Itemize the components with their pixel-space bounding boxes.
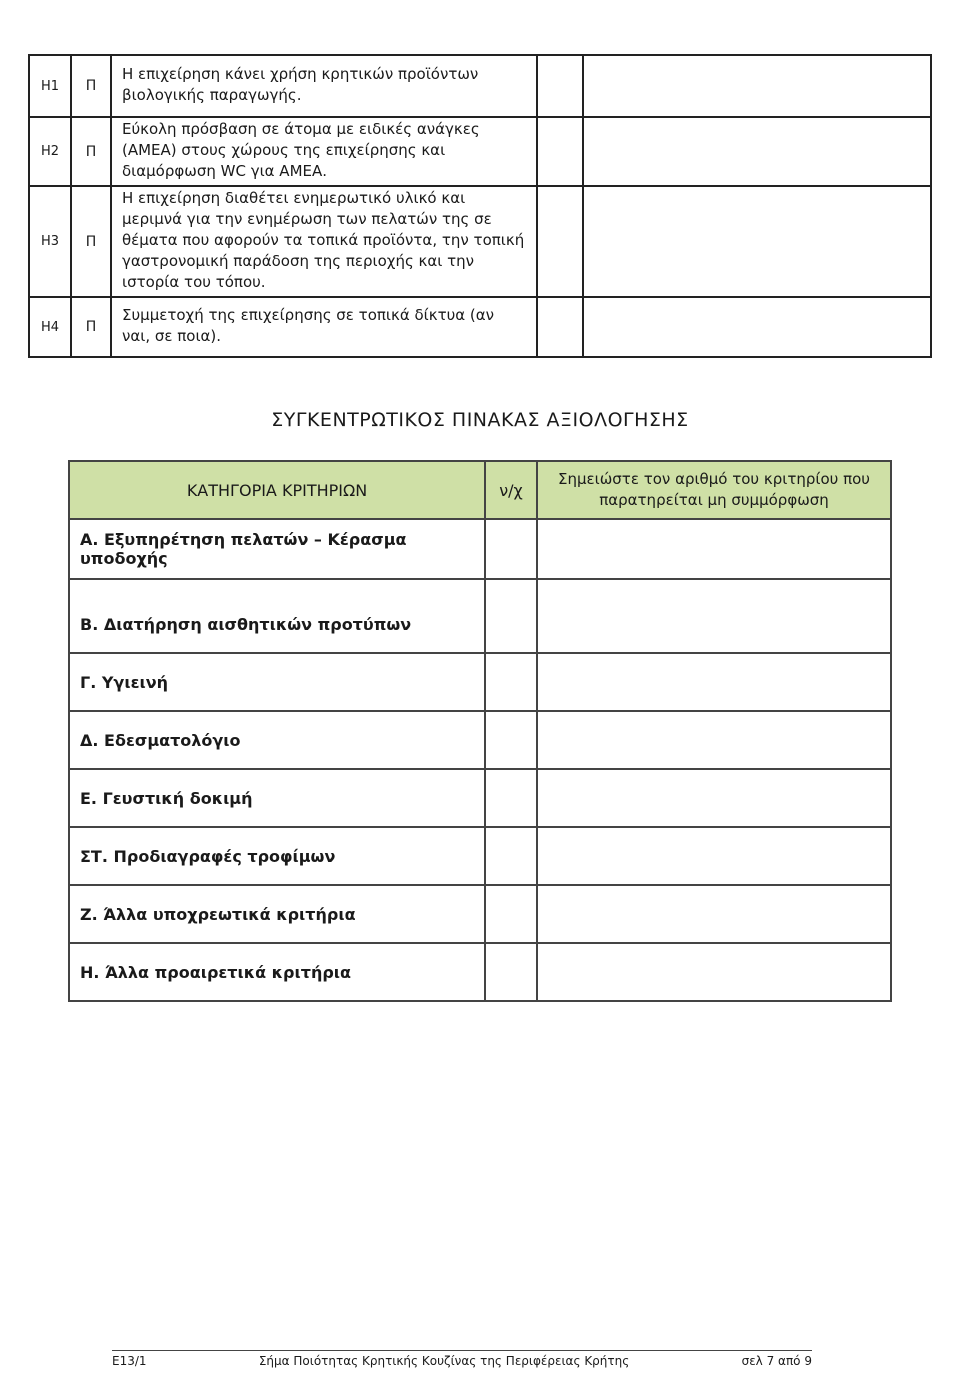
criterion-code: Η3 (29, 186, 71, 297)
yes-no-cell[interactable] (485, 519, 537, 579)
summary-row (69, 653, 891, 711)
category-label: Ε. Γευστική δοκιμή (69, 769, 485, 827)
note-cell[interactable] (537, 711, 891, 769)
note-cell[interactable] (537, 653, 891, 711)
yes-no-cell[interactable] (485, 579, 537, 653)
summary-row (69, 711, 891, 769)
summary-row (69, 885, 891, 943)
category-label: Ζ. Άλλα υποχρεωτικά κριτήρια (69, 885, 485, 943)
criteria-row (29, 186, 931, 297)
criterion-text: Συμμετοχή της επιχείρησης σε τοπικά δίκτυα (αν ναι, σε ποια). (111, 297, 537, 357)
category-label: Β. Διατήρηση αισθητικών προτύπων (69, 579, 485, 653)
category-label: ΣΤ. Προδιαγραφές τροφίμων (69, 827, 485, 885)
criterion-text: Εύκολη πρόσβαση σε άτομα με ειδικές ανάγκες (ΑΜΕΑ) στους χώρους της επιχείρησης και διαμόρφωση WC για ΑΜΕΑ. (111, 117, 537, 186)
footer-title: Σήμα Ποιότητας Κρητικής Κουζίνας της Περιφέρειας Κρήτης (258, 1354, 630, 1368)
criteria-row (29, 117, 931, 186)
yes-no-cell[interactable] (537, 55, 583, 117)
summary-row (69, 827, 891, 885)
yes-no-cell[interactable] (537, 297, 583, 357)
yes-no-cell[interactable] (485, 653, 537, 711)
criterion-code: Η1 (29, 55, 71, 117)
form-code: Ε13/1 (112, 1354, 147, 1368)
note-cell[interactable] (537, 943, 891, 1001)
yes-no-cell[interactable] (485, 943, 537, 1001)
summary-row (69, 579, 891, 653)
note-cell[interactable] (537, 827, 891, 885)
category-label: Η. Άλλα προαιρετικά κριτήρια (69, 943, 485, 1001)
notes-cell[interactable] (583, 117, 931, 186)
yes-no-cell[interactable] (537, 186, 583, 297)
yes-no-header: ν/χ (485, 461, 537, 519)
category-header: ΚΑΤΗΓΟΡΙΑ ΚΡΙΤΗΡΙΩΝ (69, 461, 485, 519)
notes-cell[interactable] (583, 55, 931, 117)
note-cell[interactable] (537, 579, 891, 653)
criteria-row (29, 55, 931, 117)
criterion-type: Π (71, 117, 111, 186)
criterion-type: Π (71, 186, 111, 297)
summary-title: ΣΥΓΚΕΝΤΡΩΤΙΚΟΣ ΠΙΝΑΚΑΣ ΑΞΙΟΛΟΓΗΣΗΣ (271, 409, 689, 431)
criteria-row (29, 297, 931, 357)
summary-row (69, 943, 891, 1001)
summary-table (68, 460, 892, 1002)
yes-no-cell[interactable] (485, 769, 537, 827)
yes-no-cell[interactable] (485, 827, 537, 885)
criterion-code: Η4 (29, 297, 71, 357)
category-label: Γ. Υγιεινή (69, 653, 485, 711)
criterion-type: Π (71, 55, 111, 117)
note-header: Σημειώστε τον αριθμό του κριτηρίου που παρατηρείται μη συμμόρφωση (537, 461, 891, 519)
note-cell[interactable] (537, 769, 891, 827)
category-label: Δ. Εδεσματολόγιο (69, 711, 485, 769)
summary-row (69, 519, 891, 579)
yes-no-cell[interactable] (485, 885, 537, 943)
criterion-code: Η2 (29, 117, 71, 186)
category-label: Α. Εξυπηρέτηση πελατών – Κέρασμα υποδοχής (69, 519, 485, 579)
criterion-text: Η επιχείρηση κάνει χρήση κρητικών προϊόντων βιολογικής παραγωγής. (111, 55, 537, 117)
criterion-type: Π (71, 297, 111, 357)
summary-header-row (69, 461, 891, 519)
yes-no-cell[interactable] (537, 117, 583, 186)
page-footer (112, 1354, 812, 1368)
note-cell[interactable] (537, 885, 891, 943)
footer-divider (112, 1350, 812, 1351)
yes-no-cell[interactable] (485, 711, 537, 769)
criteria-table (28, 54, 932, 358)
notes-cell[interactable] (583, 297, 931, 357)
criterion-text: Η επιχείρηση διαθέτει ενημερωτικό υλικό και μεριμνά για την ενημέρωση των πελατών της σε θέματα που αφορούν τα τοπικά προϊόντα, την τοπική γαστρονομική παράδοση της περιοχής και την ιστορία του τόπου. (111, 186, 537, 297)
summary-row (69, 769, 891, 827)
note-cell[interactable] (537, 519, 891, 579)
notes-cell[interactable] (583, 186, 931, 297)
page-number: σελ 7 από 9 (741, 1354, 812, 1368)
